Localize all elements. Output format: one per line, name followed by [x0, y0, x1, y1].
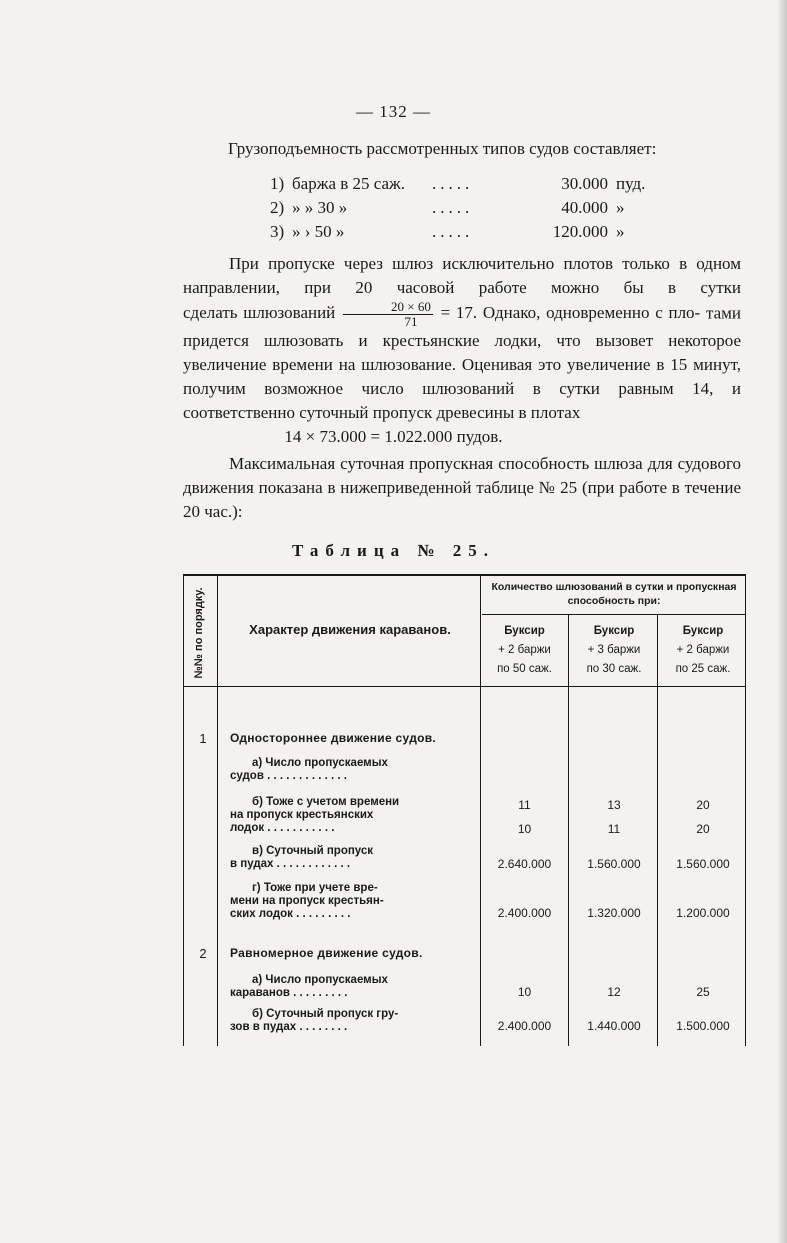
- capacity-desc: » › 50 »: [292, 222, 345, 241]
- capacity-value: 40.000: [561, 198, 608, 217]
- table-cell: 1.320.000: [587, 906, 641, 920]
- paragraph-sluicing: [183, 252, 741, 425]
- column-header-line: по 30 саж.: [586, 663, 642, 675]
- column-header-line: по 25 саж.: [675, 663, 731, 675]
- fraction-denominator: 71: [404, 314, 418, 329]
- column-header-line: Буксир: [593, 625, 635, 637]
- index-column-header-text: №№ по порядку.: [193, 586, 205, 679]
- col-rule: [568, 614, 569, 1046]
- table-cell: 20: [696, 798, 710, 812]
- row-label-line: г) Тоже при учете вре-: [252, 882, 378, 894]
- table-cell: 10: [517, 822, 532, 836]
- row-label-line: судов . . . . . . . . . . . . .: [230, 770, 347, 782]
- group-header: Количество шлюзований в сутки и пропускная способность при:: [491, 581, 737, 607]
- group-header-rule: [482, 614, 746, 615]
- section-title: Одностороннее движение судов.: [230, 731, 437, 745]
- capacity-num: 2): [270, 198, 285, 217]
- row-label-line: мени на пропуск крестьян-: [230, 895, 384, 907]
- capacity-desc: баржа в 25 саж.: [292, 174, 406, 193]
- table-cell: 1.200.000: [676, 906, 730, 920]
- capacity-num: 1): [270, 174, 285, 193]
- table-row-label: [230, 974, 472, 1000]
- row-label-line: лодок . . . . . . . . . . .: [230, 822, 335, 834]
- product-equation: 14 × 73.000 = 1.022.000 пудов.: [284, 427, 503, 446]
- table-title: Таблица № 25.: [292, 541, 495, 560]
- paragraph-capacity: Максимальная суточная пропускная способность шлюза для судового движения показана в нижеприведенной таблице № 25 (при работе в течение 20 час.):: [183, 454, 741, 521]
- section-index: 2: [199, 946, 207, 961]
- section-index: 1: [199, 731, 207, 746]
- page-edge-shadow: [777, 0, 787, 1243]
- row-label-line: на пропуск крестьянских: [230, 809, 374, 821]
- table-cell: 25: [696, 985, 710, 999]
- row-label-line: зов в пудах . . . . . . . .: [230, 1021, 348, 1033]
- capacity-dots: .....: [432, 198, 474, 217]
- column-header: [570, 622, 658, 679]
- column-header-line: + 3 баржи: [587, 644, 641, 656]
- index-column-header: [187, 580, 211, 685]
- table-cell: 1.500.000: [676, 1019, 730, 1033]
- fraction: [343, 300, 433, 329]
- capacity-value: 30.000: [561, 174, 608, 193]
- row-label-line: б) Суточный пропуск гру-: [252, 1008, 399, 1020]
- row-label-line: в пудах . . . . . . . . . . . .: [230, 858, 351, 870]
- row-label-line: а) Число пропускаемых: [252, 974, 388, 986]
- table-cell: 2.400.000: [497, 1019, 552, 1033]
- table-row-label: [230, 882, 472, 921]
- table-top-rule: [183, 574, 746, 576]
- row-label-line: ских лодок . . . . . . . . .: [230, 908, 351, 920]
- capacity-unit: »: [616, 222, 625, 241]
- paragraph-rest: тами придется шлюзовать и крестьянские лодки, что вызовет некоторое увеличение времени на шлюзование. Оценивая это увеличение в 15 минут, получим возможное число шлюзований в сутки равным 14, и соответственно суточный пропуск древесины в плотах: [183, 303, 741, 422]
- table-cell: 11: [607, 822, 621, 836]
- formula-prefix: сделать шлюзований: [183, 303, 336, 323]
- capacity-unit: пуд.: [616, 174, 646, 193]
- fraction-numerator: 20 × 60: [343, 300, 433, 315]
- table-row-label: [230, 845, 472, 871]
- col-rule: [217, 574, 218, 1046]
- table-cell: 1.560.000: [676, 857, 730, 871]
- column-header: [660, 622, 746, 679]
- character-column-header: Характер движения караванов.: [249, 622, 451, 637]
- formula-suffix: = 17. Однако, одновременно с пло-: [440, 303, 701, 323]
- table-cell: 1.440.000: [587, 1019, 641, 1033]
- capacity-desc: » » 30 »: [292, 198, 348, 217]
- table-cell: 13: [607, 798, 621, 812]
- table-row-label: [230, 796, 472, 835]
- header-bottom-rule: [183, 686, 746, 687]
- col-rule: [480, 574, 481, 1046]
- column-header-line: по 50 саж.: [497, 663, 552, 675]
- column-header-line: + 2 баржи: [676, 644, 730, 656]
- row-label-line: б) Тоже с учетом времени: [252, 796, 400, 808]
- capacity-value: 120.000: [552, 222, 608, 241]
- row-label-line: караванов . . . . . . . . .: [230, 987, 348, 999]
- capacity-num: 3): [270, 222, 285, 241]
- paragraph-line: При пропуске через шлюз исключительно плотов только в одном направлении, при 20 часовой работе можно бы в сутки: [183, 254, 741, 297]
- column-header: [482, 622, 567, 679]
- table-cell: 1.560.000: [587, 857, 641, 871]
- column-header-line: + 2 баржи: [498, 644, 551, 656]
- capacity-list: [270, 172, 656, 244]
- row-label-line: а) Число пропускаемых: [252, 757, 388, 769]
- table-cell: 2.640.000: [497, 857, 552, 871]
- table-cell: 12: [607, 985, 621, 999]
- capacity-dots: .....: [432, 174, 474, 193]
- capacity-row: [270, 220, 656, 244]
- table-row-label: [230, 757, 472, 783]
- capacity-row: [270, 196, 656, 220]
- capacity-row: [270, 172, 656, 196]
- table-row-label: [230, 1008, 472, 1034]
- table-cell: 2.400.000: [497, 906, 552, 920]
- section-title: Равномерное движение судов.: [230, 946, 423, 960]
- page-number: — 132 —: [356, 102, 431, 121]
- table-cell: 10: [517, 985, 532, 999]
- table-cell: 20: [696, 822, 710, 836]
- intro-text: Грузоподъемность рассмотренных типов судов составляет:: [228, 139, 657, 158]
- column-header-line: Буксир: [504, 625, 545, 637]
- capacity-dots: .....: [432, 222, 474, 241]
- table-cell: 11: [518, 798, 531, 812]
- formula-line: [183, 299, 706, 329]
- row-label-line: в) Суточный пропуск: [252, 845, 374, 857]
- capacity-unit: »: [616, 198, 625, 217]
- column-header-line: Буксир: [682, 625, 724, 637]
- table-left-rule: [183, 574, 184, 1046]
